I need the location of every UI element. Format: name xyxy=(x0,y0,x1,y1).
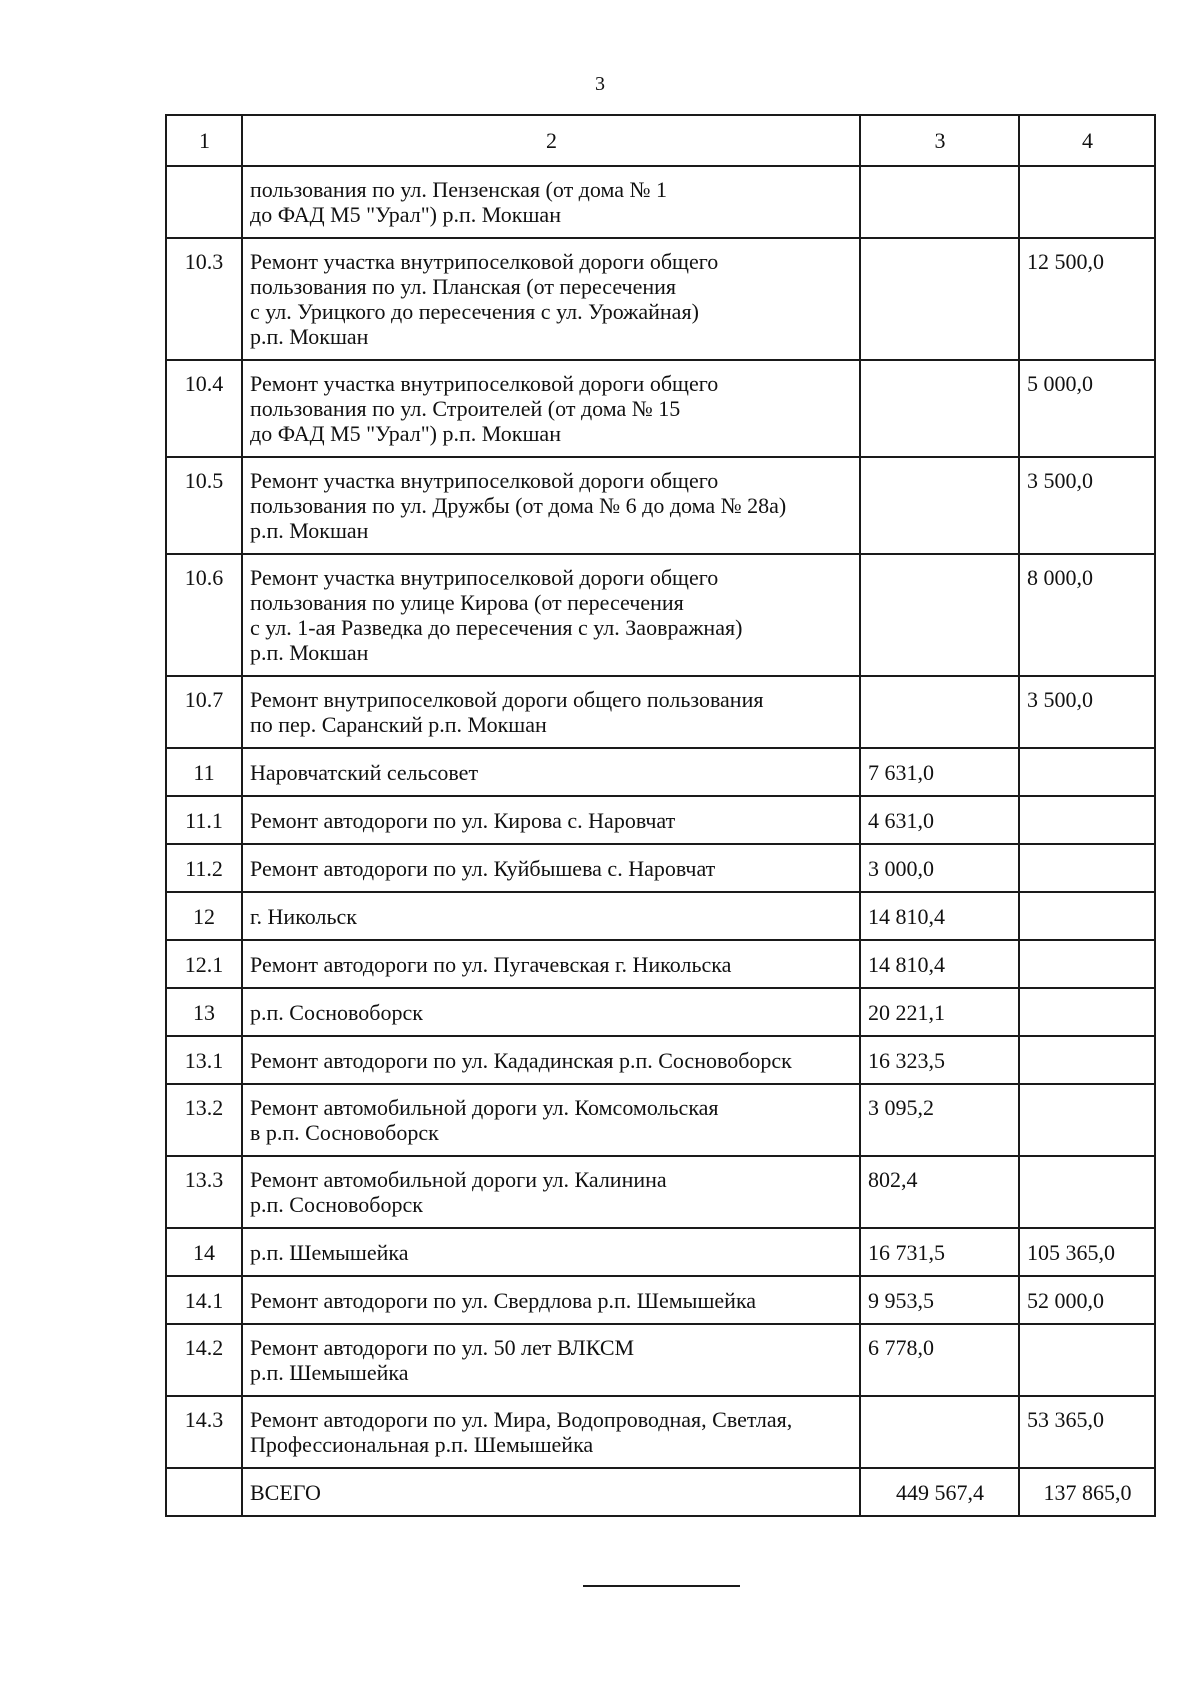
row-description: Ремонт внутрипоселковой дороги общего пользования по пер. Саранский р.п. Мокшан xyxy=(242,676,860,748)
total-label: ВСЕГО xyxy=(242,1468,860,1516)
table-row xyxy=(166,166,1155,238)
row-description: р.п. Сосновоборск xyxy=(242,988,860,1036)
table-row xyxy=(166,1276,1155,1324)
row-value-col3 xyxy=(860,676,1019,748)
row-number: 14.1 xyxy=(166,1276,242,1324)
row-number: 11 xyxy=(166,748,242,796)
row-value-col3: 7 631,0 xyxy=(860,748,1019,796)
row-value-col4: 3 500,0 xyxy=(1019,457,1155,554)
row-description: Ремонт участка внутрипоселковой дороги общего пользования по ул. Планская (от пересечения с ул. Урицкого до пересечения с ул. Урожайная) р.п. Мокшан xyxy=(242,238,860,360)
table-row xyxy=(166,748,1155,796)
column-header-4: 4 xyxy=(1019,115,1155,166)
row-value-col3: 9 953,5 xyxy=(860,1276,1019,1324)
table-row xyxy=(166,457,1155,554)
row-value-col3: 16 323,5 xyxy=(860,1036,1019,1084)
table-row xyxy=(166,988,1155,1036)
row-value-col3 xyxy=(860,1396,1019,1468)
row-value-col3 xyxy=(860,360,1019,457)
row-description: Ремонт участка внутрипоселковой дороги общего пользования по ул. Дружбы (от дома № 6 до дома № 28а) р.п. Мокшан xyxy=(242,457,860,554)
row-value-col4 xyxy=(1019,1324,1155,1396)
row-number: 10.4 xyxy=(166,360,242,457)
row-value-col3: 20 221,1 xyxy=(860,988,1019,1036)
row-description: Ремонт автодороги по ул. Кададинская р.п. Сосновоборск xyxy=(242,1036,860,1084)
row-number: 13.3 xyxy=(166,1156,242,1228)
row-value-col4: 12 500,0 xyxy=(1019,238,1155,360)
row-value-col4: 3 500,0 xyxy=(1019,676,1155,748)
row-value-col3 xyxy=(860,457,1019,554)
row-description: Ремонт автодороги по ул. 50 лет ВЛКСМ р.п. Шемышейка xyxy=(242,1324,860,1396)
row-number: 13.2 xyxy=(166,1084,242,1156)
row-number: 10.7 xyxy=(166,676,242,748)
row-value-col4 xyxy=(1019,1084,1155,1156)
table-row xyxy=(166,554,1155,676)
row-value-col3: 6 778,0 xyxy=(860,1324,1019,1396)
table-row xyxy=(166,1084,1155,1156)
row-value-col4: 52 000,0 xyxy=(1019,1276,1155,1324)
row-value-col4 xyxy=(1019,892,1155,940)
row-value-col3 xyxy=(860,238,1019,360)
row-value-col4 xyxy=(1019,988,1155,1036)
row-value-col3: 3 000,0 xyxy=(860,844,1019,892)
row-value-col4: 5 000,0 xyxy=(1019,360,1155,457)
table-row xyxy=(166,360,1155,457)
row-number xyxy=(166,166,242,238)
row-description: Ремонт автодороги по ул. Кирова с. Наровчат xyxy=(242,796,860,844)
row-description: г. Никольск xyxy=(242,892,860,940)
row-number: 14.2 xyxy=(166,1324,242,1396)
row-description: р.п. Шемышейка xyxy=(242,1228,860,1276)
row-description: Наровчатский сельсовет xyxy=(242,748,860,796)
row-description: Ремонт автомобильной дороги ул. Комсомольская в р.п. Сосновоборск xyxy=(242,1084,860,1156)
row-value-col4 xyxy=(1019,1156,1155,1228)
row-description: Ремонт участка внутрипоселковой дороги общего пользования по улице Кирова (от пересечения с ул. 1-ая Разведка до пересечения с ул. Заовражная) р.п. Мокшан xyxy=(242,554,860,676)
row-number: 12.1 xyxy=(166,940,242,988)
row-value-col4 xyxy=(1019,796,1155,844)
total-value-col3: 449 567,4 xyxy=(860,1468,1019,1516)
row-description: Ремонт автодороги по ул. Мира, Водопроводная, Светлая, Профессиональная р.п. Шемышейка xyxy=(242,1396,860,1468)
row-value-col4 xyxy=(1019,748,1155,796)
row-value-col4 xyxy=(1019,166,1155,238)
column-header-3: 3 xyxy=(860,115,1019,166)
table-row xyxy=(166,1324,1155,1396)
row-description: Ремонт автомобильной дороги ул. Калинина р.п. Сосновоборск xyxy=(242,1156,860,1228)
table-row xyxy=(166,1156,1155,1228)
row-number: 13 xyxy=(166,988,242,1036)
total-row xyxy=(166,1468,1155,1516)
row-value-col4 xyxy=(1019,940,1155,988)
row-number: 13.1 xyxy=(166,1036,242,1084)
row-value-col4: 8 000,0 xyxy=(1019,554,1155,676)
row-number: 10.6 xyxy=(166,554,242,676)
table-row xyxy=(166,844,1155,892)
row-value-col3: 16 731,5 xyxy=(860,1228,1019,1276)
table-row xyxy=(166,1396,1155,1468)
column-header-2: 2 xyxy=(242,115,860,166)
row-description: Ремонт автодороги по ул. Куйбышева с. Наровчат xyxy=(242,844,860,892)
row-number: 14.3 xyxy=(166,1396,242,1468)
row-number: 12 xyxy=(166,892,242,940)
row-number: 10.5 xyxy=(166,457,242,554)
row-value-col4: 53 365,0 xyxy=(1019,1396,1155,1468)
table-row xyxy=(166,892,1155,940)
row-value-col3: 14 810,4 xyxy=(860,940,1019,988)
funding-table xyxy=(165,114,1156,1517)
row-value-col4 xyxy=(1019,1036,1155,1084)
row-value-col3: 14 810,4 xyxy=(860,892,1019,940)
row-number: 11.1 xyxy=(166,796,242,844)
row-description: Ремонт автодороги по ул. Свердлова р.п. Шемышейка xyxy=(242,1276,860,1324)
table-row xyxy=(166,676,1155,748)
header-row xyxy=(166,115,1155,166)
total-number xyxy=(166,1468,242,1516)
table-row xyxy=(166,796,1155,844)
total-value-col4: 137 865,0 xyxy=(1019,1468,1155,1516)
row-value-col3 xyxy=(860,166,1019,238)
row-number: 14 xyxy=(166,1228,242,1276)
row-value-col3: 4 631,0 xyxy=(860,796,1019,844)
row-value-col3 xyxy=(860,554,1019,676)
row-description: пользования по ул. Пензенская (от дома № 1 до ФАД М5 "Урал") р.п. Мокшан xyxy=(242,166,860,238)
end-of-document-line xyxy=(583,1585,740,1587)
row-value-col4 xyxy=(1019,844,1155,892)
row-description: Ремонт участка внутрипоселковой дороги общего пользования по ул. Строителей (от дома № 15 до ФАД М5 "Урал") р.п. Мокшан xyxy=(242,360,860,457)
row-value-col3: 3 095,2 xyxy=(860,1084,1019,1156)
table-row xyxy=(166,1228,1155,1276)
table-row xyxy=(166,1036,1155,1084)
row-number: 10.3 xyxy=(166,238,242,360)
table-row xyxy=(166,238,1155,360)
row-number: 11.2 xyxy=(166,844,242,892)
table-body xyxy=(166,166,1155,1516)
row-description: Ремонт автодороги по ул. Пугачевская г. Никольска xyxy=(242,940,860,988)
row-value-col3: 802,4 xyxy=(860,1156,1019,1228)
page-number: 3 xyxy=(595,73,605,95)
column-header-1: 1 xyxy=(166,115,242,166)
row-value-col4: 105 365,0 xyxy=(1019,1228,1155,1276)
table-row xyxy=(166,940,1155,988)
